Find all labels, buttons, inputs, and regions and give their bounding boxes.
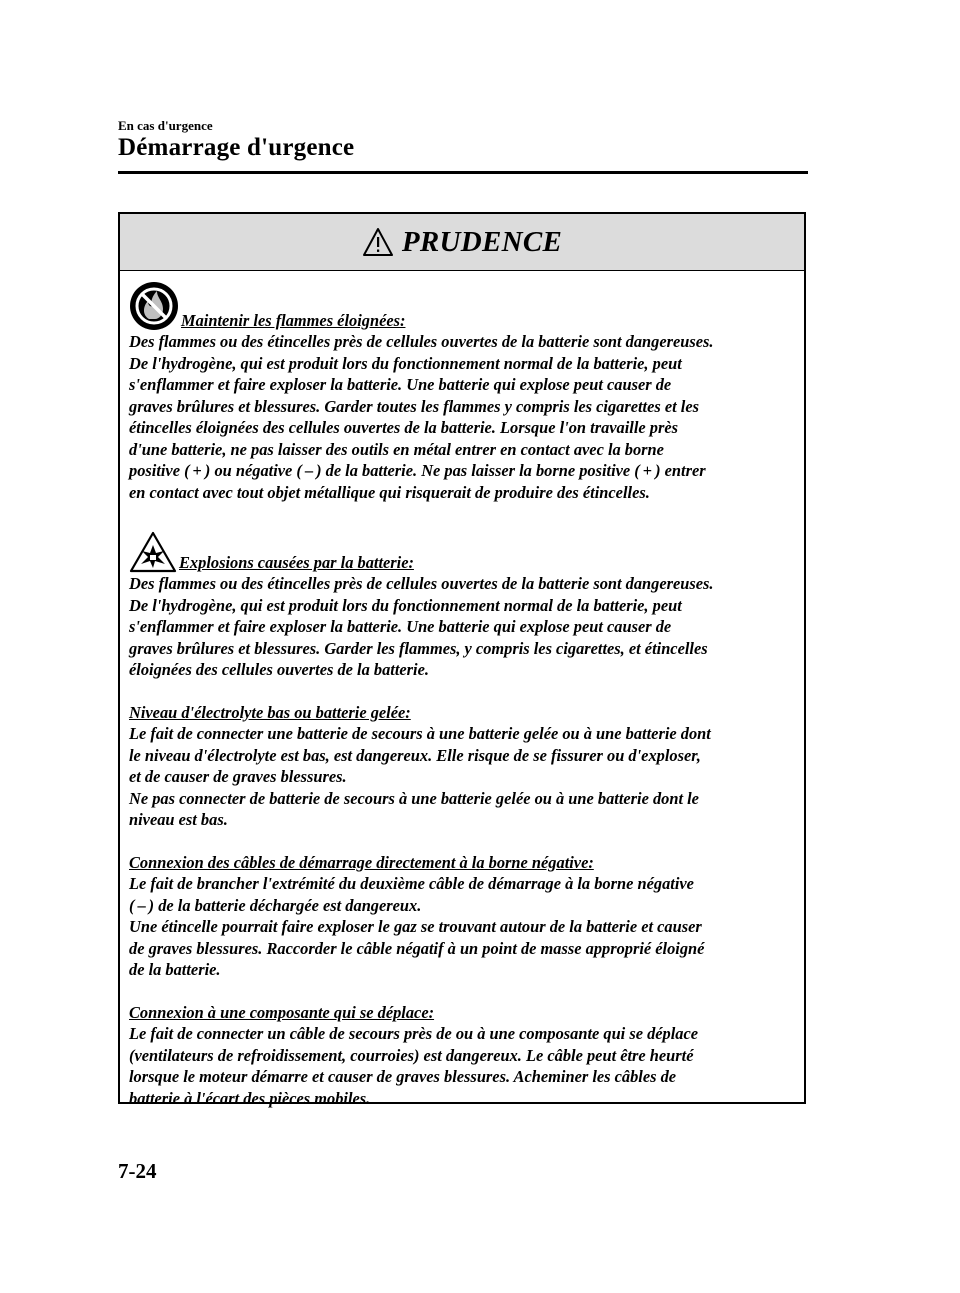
text-line: graves brûlures et blessures. Garder toutes les flammes y compris les cigarettes et les: [129, 396, 699, 416]
text-fragment: (: [129, 895, 135, 915]
text-line: Une étincelle pourrait faire exploser le gaz se trouvant autour de la batterie et causer: [129, 917, 702, 936]
plus-symbol: +: [192, 461, 202, 480]
text-line: Le fait de brancher l'extrémité du deuxième câble de démarrage à la borne négative: [129, 874, 694, 893]
flames-section: [129, 281, 796, 503]
caution-content: [120, 271, 804, 1109]
explosions-section: [129, 531, 796, 681]
explosions-heading-row: [129, 531, 796, 573]
text-fragment: ) ou négative (: [204, 461, 302, 480]
text-line: De l'hydrogène, qui est produit lors du fonctionnement normal de la batterie, peut: [129, 595, 682, 615]
text-line: Des flammes ou des étincelles près de cellules ouvertes de la batterie sont dangereuses.: [129, 332, 714, 351]
text-line: s'enflammer et faire exploser la batterie. Une batterie qui explose peut causer de: [129, 617, 672, 636]
no-flame-icon-wrap: [129, 281, 179, 331]
warning-triangle-icon: [362, 227, 394, 257]
text-line: De l'hydrogène, qui est produit lors du fonctionnement normal de la batterie, peut: [129, 353, 682, 373]
text-line: [129, 895, 796, 917]
text-line: [129, 460, 796, 482]
text-line: niveau est bas.: [129, 810, 228, 829]
text-line: de la batterie.: [129, 960, 221, 979]
text-line: le niveau d'électrolyte est bas, est dangereux. Elle risque de se fissurer ou d'exploser,: [129, 745, 701, 765]
section-label: En cas d'urgence: [118, 118, 213, 133]
electrolyte-paragraph: [129, 723, 796, 831]
text-line: étincelles éloignées des cellules ouvertes de la batterie. Lorsque l'on travaille près: [129, 418, 679, 437]
text-line: d'une batterie, ne pas laisser des outils en métal entrer en contact avec la borne: [129, 439, 664, 459]
electrolyte-section: [129, 702, 796, 831]
text-line: en contact avec tout objet métallique qui risquerait de produire des étincelles.: [129, 482, 650, 502]
explosions-heading: Explosions causées par la batterie:: [179, 552, 414, 572]
text-line: Des flammes ou des étincelles près de cellules ouvertes de la batterie sont dangereuses.: [129, 574, 714, 593]
text-line: Le fait de connecter une batterie de secours à une batterie gelée ou à une batterie dont: [129, 724, 711, 743]
text-line: éloignées des cellules ouvertes de la batterie.: [129, 660, 429, 679]
no-flame-icon: [129, 281, 179, 331]
text-fragment: ) entrer: [655, 461, 706, 480]
caution-header: [120, 214, 804, 271]
text-line: s'enflammer et faire exploser la batterie. Une batterie qui explose peut causer de: [129, 375, 672, 394]
page-title: Démarrage d'urgence: [118, 134, 355, 161]
text-line: batterie à l'écart des pièces mobiles.: [129, 1088, 371, 1108]
minus-symbol: –: [137, 895, 146, 915]
moving-section: [129, 1002, 796, 1110]
text-line: (ventilateurs de refroidissement, courroies) est dangereux. Le câble peut être heurté: [129, 1045, 694, 1065]
text-line: Ne pas connecter de batterie de secours à une batterie gelée ou à une batterie dont le: [129, 788, 699, 808]
plus-symbol: +: [642, 461, 653, 480]
electrolyte-heading: Niveau d'électrolyte bas ou batterie gelée:: [129, 702, 411, 722]
negative-heading: Connexion des câbles de démarrage directement à la borne négative:: [129, 852, 594, 872]
caution-title: PRUDENCE: [401, 225, 563, 258]
moving-paragraph: [129, 1023, 796, 1109]
text-line: et de causer de graves blessures.: [129, 767, 347, 786]
flames-heading-row: [129, 281, 796, 331]
flames-heading: Maintenir les flammes éloignées:: [181, 310, 406, 330]
minus-symbol: –: [304, 461, 314, 480]
negative-section: [129, 852, 796, 981]
explosion-icon: [129, 531, 177, 573]
text-fragment: positive (: [129, 461, 190, 480]
page-number: 7-24: [118, 1159, 157, 1183]
title-divider: [118, 171, 808, 174]
negative-paragraph: [129, 873, 796, 981]
text-line: graves brûlures et blessures. Garder les flammes, y compris les cigarettes, et étincelles: [129, 638, 708, 658]
flames-paragraph: [129, 331, 796, 503]
explosion-icon-wrap: [129, 531, 177, 573]
explosions-paragraph: [129, 573, 796, 681]
caution-box: [118, 212, 806, 1108]
text-line: Le fait de connecter un câble de secours près de ou à une composante qui se déplace: [129, 1024, 699, 1043]
text-fragment: ) de la batterie. Ne pas laisser la borne positive (: [316, 461, 640, 480]
text-fragment: ) de la batterie déchargée est dangereux.: [148, 895, 422, 915]
text-line: de graves blessures. Raccorder le câble négatif à un point de masse approprié éloigné: [129, 938, 705, 958]
moving-heading: Connexion à une composante qui se déplace:: [129, 1002, 435, 1022]
text-line: lorsque le moteur démarre et causer de graves blessures. Acheminer les câbles de: [129, 1067, 677, 1086]
